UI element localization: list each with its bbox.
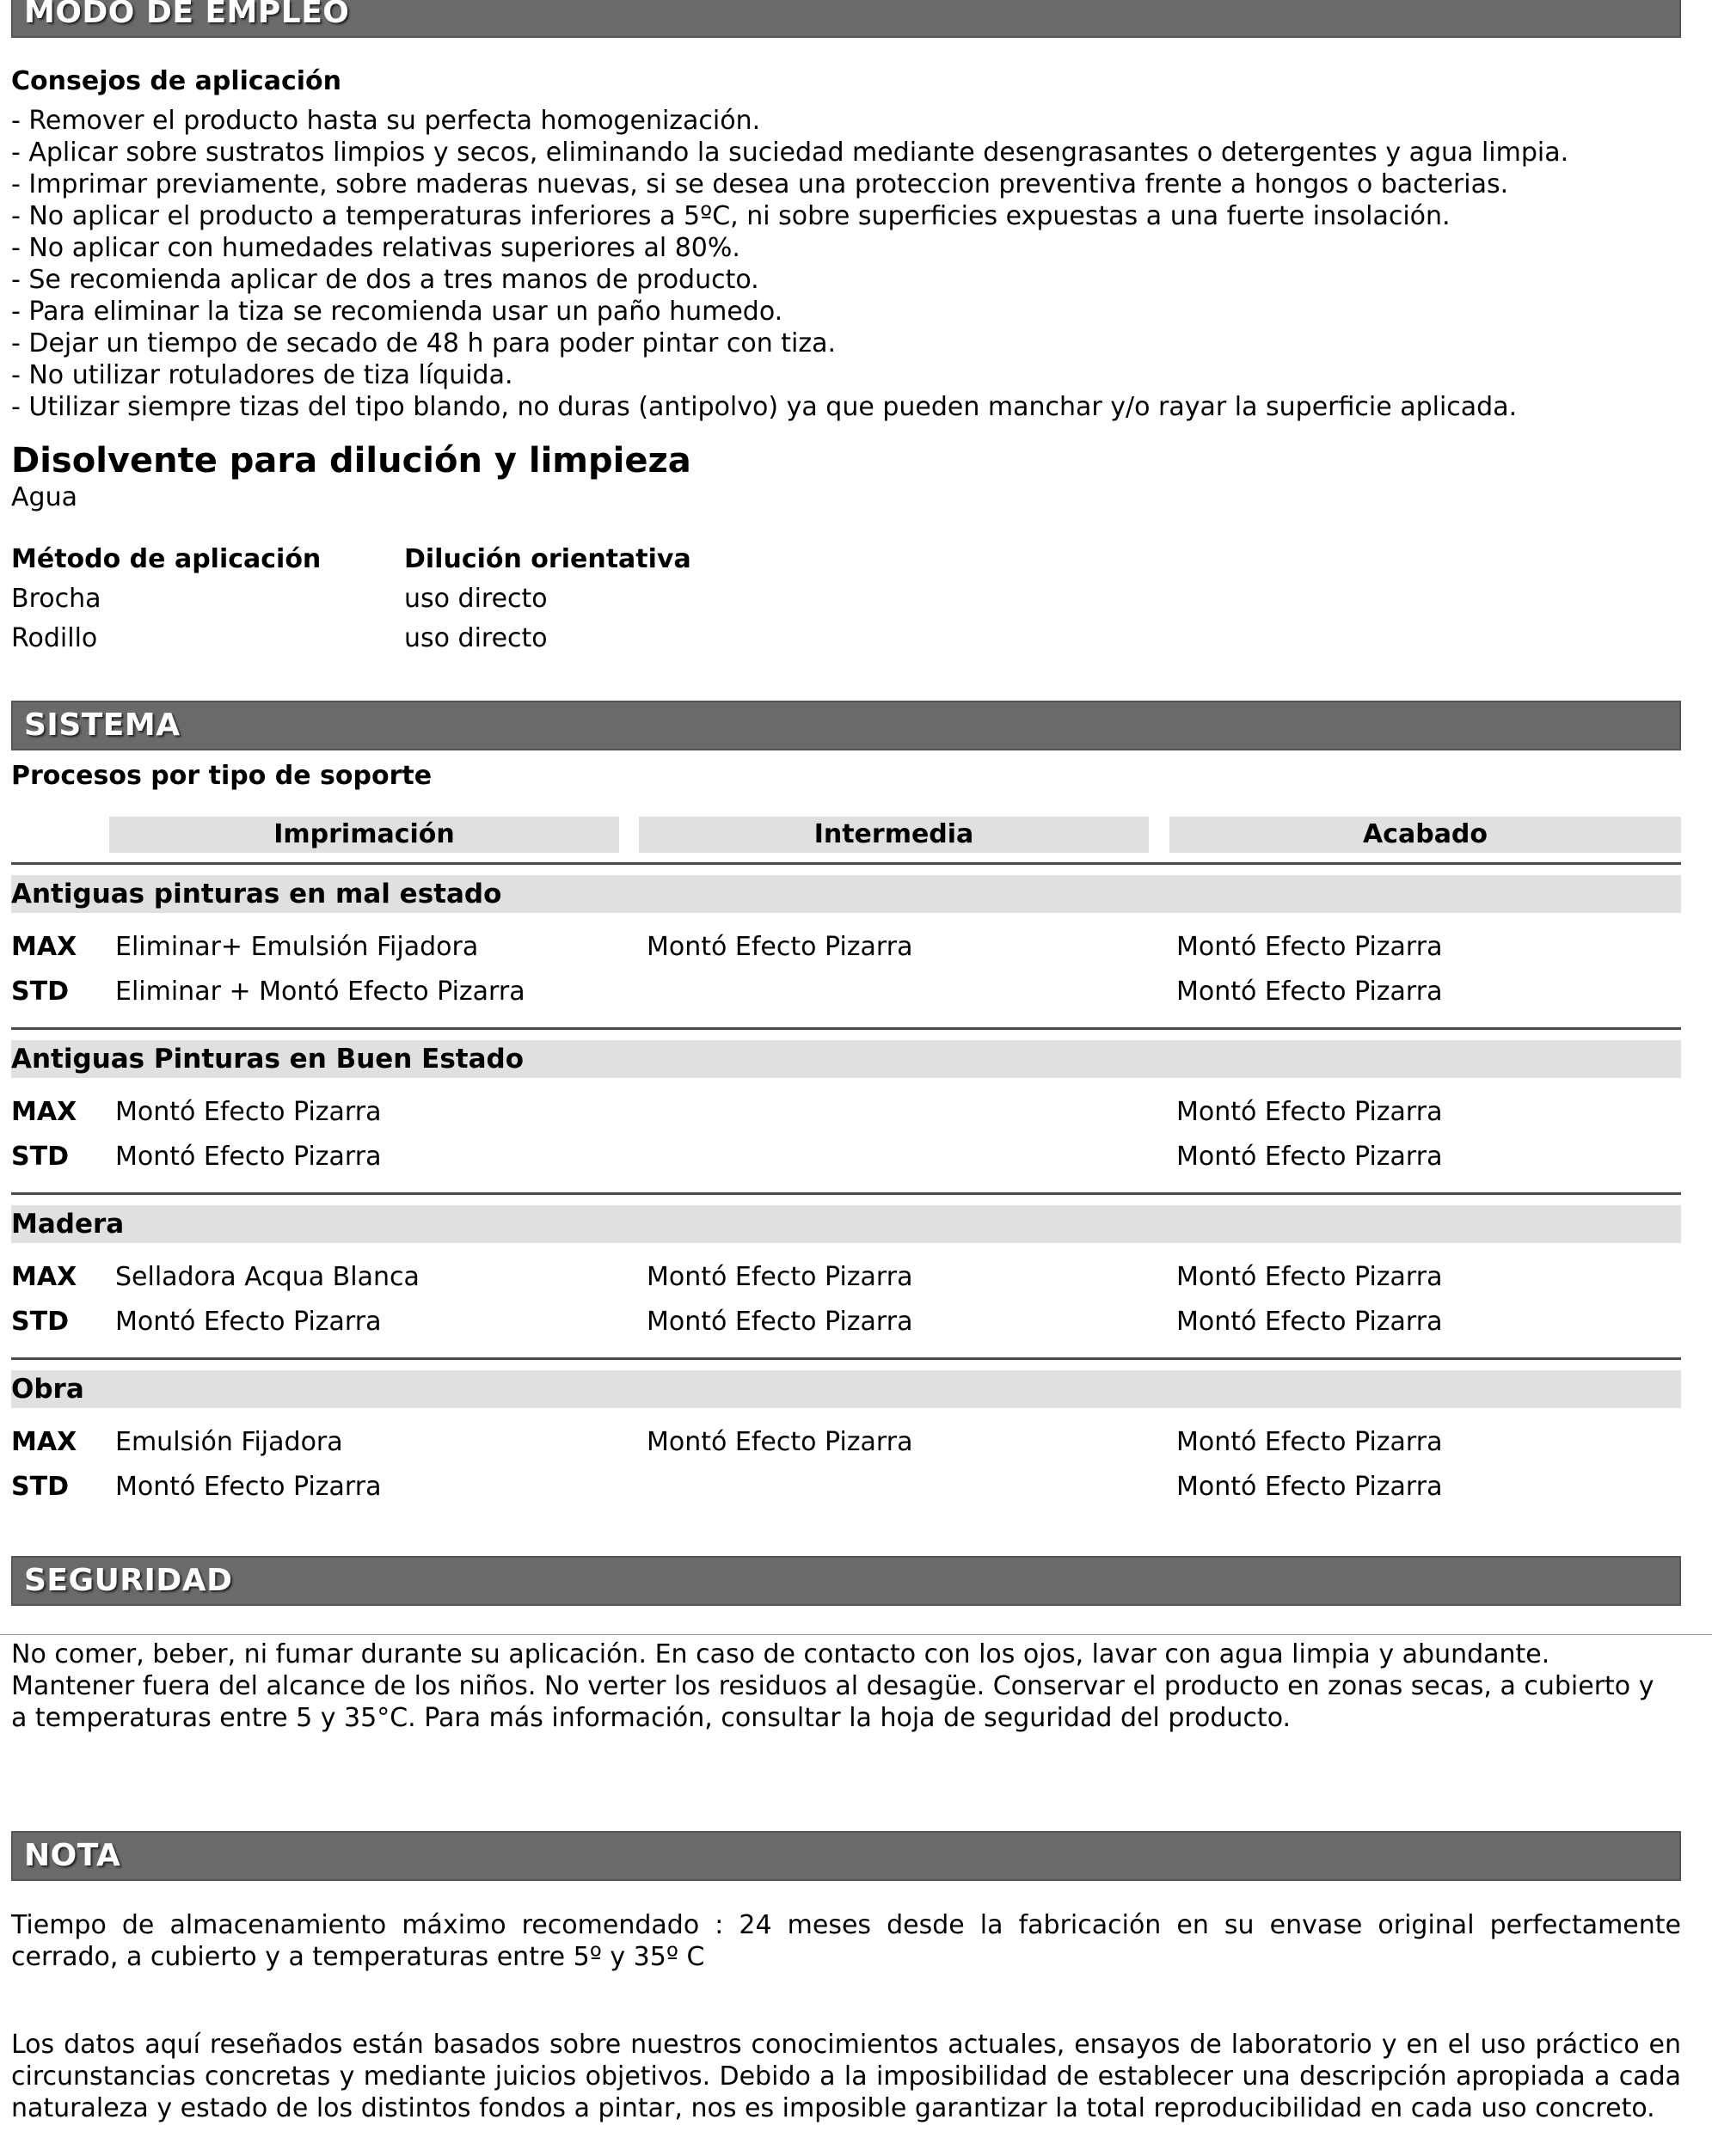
dilucion-cell: uso directo: [404, 623, 548, 653]
modo-empleo-title: MODO DE EMPLEO: [24, 0, 350, 30]
cell-intermedia: Montó Efecto Pizarra: [647, 1307, 913, 1337]
cell-imprimacion: Selladora Acqua Blanca: [115, 1262, 420, 1292]
level-label: MAX: [11, 932, 77, 962]
support-category: Obra: [11, 1370, 1681, 1408]
consejo-item: - Remover el producto hasta su perfecta homogenización.: [11, 106, 761, 136]
seguridad-line: No comer, beber, ni fumar durante su aplicación. En caso de contacto con los ojos, lavar con agua limpia y abundante.: [11, 1639, 1550, 1669]
cell-acabado: Montó Efecto Pizarra: [1176, 1142, 1443, 1172]
nota-disclaimer: Los datos aquí reseñados están basados sobre nuestros conocimientos actuales, ensayos de laboratorio y en el uso práctico en circunstancias concretas y mediante juicios objetivos. Debido a la imposibilidad de establecer una descripción apropiada a cada naturaleza y estado de los distintos fondos a pintar, nos es imposible garantizar la total reproducibilidad en cada uso concreto.: [11, 2030, 1681, 2123]
group-divider: [11, 1027, 1681, 1030]
support-category: Antiguas Pinturas en Buen Estado: [11, 1040, 1681, 1078]
cell-imprimacion: Montó Efecto Pizarra: [115, 1142, 382, 1172]
support-category: Antiguas pinturas en mal estado: [11, 875, 1681, 913]
level-label: MAX: [11, 1097, 77, 1127]
level-label: STD: [11, 1142, 69, 1172]
level-label: STD: [11, 1472, 69, 1502]
disolvente-value: Agua: [11, 482, 77, 512]
seguridad-line: Mantener fuera del alcance de los niños. No verter los residuos al desagüe. Conservar el producto en zonas secas, a cubierto y: [11, 1671, 1654, 1701]
seguridad-line: a temperaturas entre 5 y 35°C. Para más información, consultar la hoja de seguridad del producto.: [11, 1703, 1292, 1733]
consejos-heading: Consejos de aplicación: [11, 66, 341, 96]
sistema-subtitle: Procesos por tipo de soporte: [11, 761, 433, 791]
column-header-acabado: Acabado: [1169, 817, 1681, 853]
nota-title: NOTA: [24, 1838, 121, 1873]
seguridad-divider: [0, 1634, 1712, 1635]
cell-imprimacion: Eliminar+ Emulsión Fijadora: [115, 932, 479, 962]
cell-imprimacion: Emulsión Fijadora: [115, 1427, 343, 1457]
level-label: STD: [11, 977, 69, 1007]
metodo-cell: Brocha: [11, 584, 101, 614]
column-header-imprimacion: Imprimación: [109, 817, 619, 853]
sistema-title: SISTEMA: [24, 707, 181, 743]
disolvente-heading: Disolvente para dilución y limpieza: [11, 441, 691, 481]
level-label: STD: [11, 1307, 69, 1337]
nota-almacenamiento: Tiempo de almacenamiento máximo recomendado : 24 meses desde la fabricación en su envase original perfectamente cerrado, a cubierto y a temperaturas entre 5º y 35º C: [11, 1910, 1681, 1972]
group-divider: [11, 1357, 1681, 1360]
nota-header-bar: [11, 1831, 1681, 1881]
consejo-item: - Imprimar previamente, sobre maderas nuevas, si se desea una proteccion preventiva frente a hongos o bacterias.: [11, 169, 1509, 199]
group-divider: [11, 1192, 1681, 1195]
cell-acabado: Montó Efecto Pizarra: [1176, 932, 1443, 962]
cell-imprimacion: Montó Efecto Pizarra: [115, 1472, 382, 1502]
cell-imprimacion: Montó Efecto Pizarra: [115, 1097, 382, 1127]
level-label: MAX: [11, 1262, 77, 1292]
consejo-item: - Aplicar sobre sustratos limpios y secos, eliminando la suciedad mediante desengrasantes o detergentes y agua limpia.: [11, 138, 1569, 168]
group-divider: [11, 862, 1681, 865]
cell-intermedia: Montó Efecto Pizarra: [647, 1262, 913, 1292]
seguridad-title: SEGURIDAD: [24, 1563, 233, 1598]
cell-acabado: Montó Efecto Pizarra: [1176, 1307, 1443, 1337]
cell-acabado: Montó Efecto Pizarra: [1176, 1472, 1443, 1502]
consejo-item: - Utilizar siempre tizas del tipo blando, no duras (antipolvo) ya que pueden manchar y/o rayar la superficie aplicada.: [11, 392, 1518, 422]
consejo-item: - No utilizar rotuladores de tiza líquida.: [11, 360, 513, 390]
modo-empleo-header-bar: [11, 0, 1681, 38]
metodo-header: Método de aplicación: [11, 544, 322, 574]
cell-intermedia: Montó Efecto Pizarra: [647, 1427, 913, 1457]
consejo-item: - No aplicar con humedades relativas superiores al 80%.: [11, 233, 740, 263]
cell-acabado: Montó Efecto Pizarra: [1176, 1427, 1443, 1457]
cell-acabado: Montó Efecto Pizarra: [1176, 977, 1443, 1007]
column-header-intermedia: Intermedia: [639, 817, 1149, 853]
dilucion-cell: uso directo: [404, 584, 548, 614]
cell-imprimacion: Eliminar + Montó Efecto Pizarra: [115, 977, 525, 1007]
dilucion-header: Dilución orientativa: [404, 544, 691, 574]
consejo-item: - No aplicar el producto a temperaturas inferiores a 5ºC, ni sobre superficies expuestas a una fuerte insolación.: [11, 201, 1451, 231]
sistema-header-bar: [11, 701, 1681, 750]
support-category: Madera: [11, 1205, 1681, 1243]
seguridad-header-bar: [11, 1556, 1681, 1606]
cell-intermedia: Montó Efecto Pizarra: [647, 932, 913, 962]
consejo-item: - Para eliminar la tiza se recomienda usar un paño humedo.: [11, 297, 783, 327]
metodo-cell: Rodillo: [11, 623, 98, 653]
consejo-item: - Dejar un tiempo de secado de 48 h para poder pintar con tiza.: [11, 328, 837, 358]
cell-acabado: Montó Efecto Pizarra: [1176, 1097, 1443, 1127]
consejos-list: [11, 105, 1568, 423]
level-label: MAX: [11, 1427, 77, 1457]
cell-imprimacion: Montó Efecto Pizarra: [115, 1307, 382, 1337]
cell-acabado: Montó Efecto Pizarra: [1176, 1262, 1443, 1292]
consejo-item: - Se recomienda aplicar de dos a tres manos de producto.: [11, 265, 759, 295]
